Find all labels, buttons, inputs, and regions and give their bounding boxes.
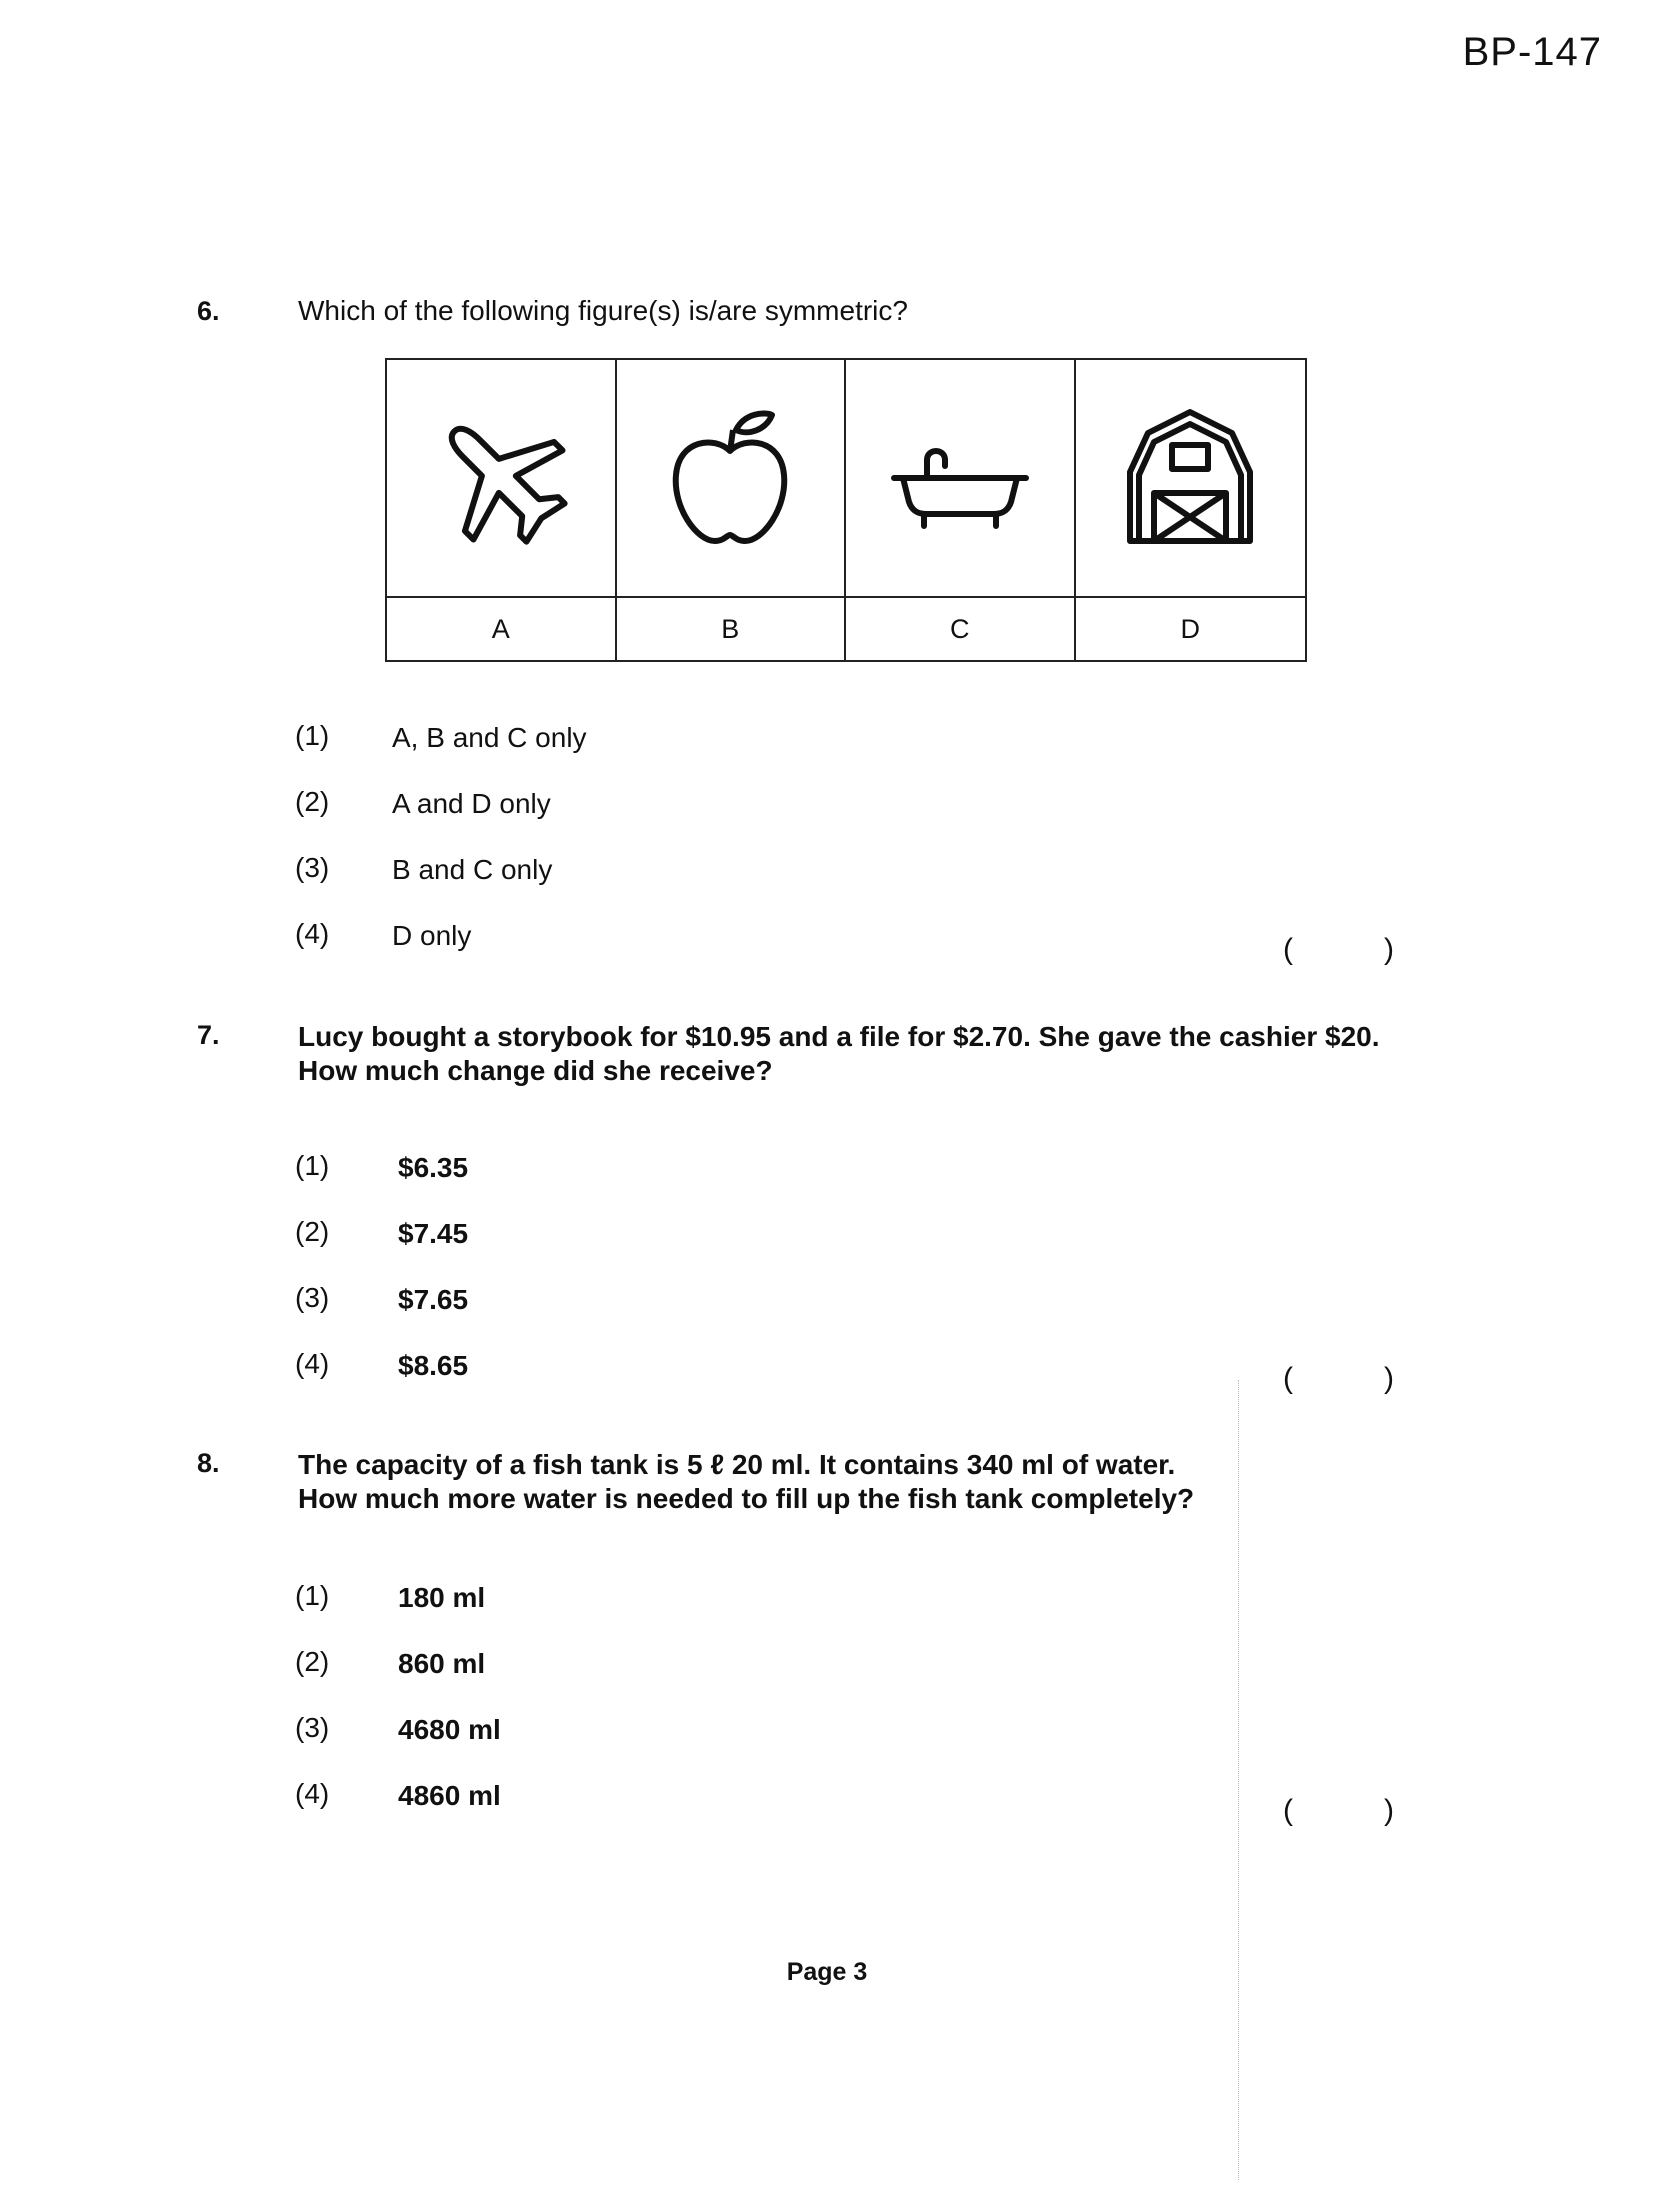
figure-label-d: D — [1180, 613, 1200, 644]
question-8-number: 8. — [197, 1448, 220, 1478]
q8-option-4-text: 4860 ml — [398, 1780, 501, 1811]
q6-option-2-number: (2) — [295, 786, 330, 817]
airplane-icon — [426, 403, 576, 553]
q8-option-3-number: (3) — [295, 1712, 330, 1743]
figure-label-b: B — [617, 598, 847, 660]
figure-d-cell — [1076, 360, 1306, 598]
q6-option-3-text: B and C only — [392, 854, 553, 885]
q6-answer-close-paren[interactable]: ) — [1384, 933, 1394, 966]
q8-option-1-number: (1) — [295, 1580, 330, 1611]
figure-b-cell — [617, 360, 847, 598]
q8-option-4-number: (4) — [295, 1778, 330, 1809]
question-7-line-2: How much change did she receive? — [298, 1055, 773, 1086]
figure-label-a: A — [387, 598, 617, 660]
q6-option-1-number: (1) — [295, 720, 330, 751]
paper-code: BP-147 — [1462, 30, 1602, 74]
q7-option-2-text: $7.45 — [398, 1218, 469, 1249]
q8-answer-open-paren[interactable]: ( — [1283, 1794, 1293, 1827]
q6-option-2-text: A and D only — [392, 788, 551, 819]
figure-a-cell — [387, 360, 617, 598]
q6-answer-open-paren[interactable]: ( — [1283, 933, 1293, 966]
apple-icon — [655, 403, 805, 553]
q8-option-2-text: 860 ml — [398, 1648, 486, 1679]
q8-option-3-text: 4680 ml — [398, 1714, 501, 1745]
margin-guide-line — [1238, 1380, 1239, 2180]
barn-icon — [1115, 403, 1265, 553]
q8-answer-close-paren[interactable]: ) — [1384, 1794, 1394, 1827]
bathtub-icon — [885, 403, 1035, 553]
q7-option-1-number: (1) — [295, 1150, 330, 1181]
q7-option-1-text: $6.35 — [398, 1152, 469, 1183]
q8-option-1-text: 180 ml — [398, 1582, 486, 1613]
q7-option-4-number: (4) — [295, 1348, 330, 1379]
question-6-text: Which of the following figure(s) is/are symmetric? — [298, 295, 908, 326]
q6-option-4-number: (4) — [295, 918, 330, 949]
question-8-line-2: How much more water is needed to fill up the fish tank completely? — [298, 1483, 1195, 1514]
q7-answer-close-paren[interactable]: ) — [1384, 1362, 1394, 1395]
page-number: Page 3 — [786, 1958, 868, 1986]
q7-option-3-number: (3) — [295, 1282, 330, 1313]
question-7-line-1: Lucy bought a storybook for $10.95 and a file for $2.70. She gave the cashier $20. — [298, 1021, 1380, 1052]
q6-option-3-number: (3) — [295, 852, 330, 883]
q6-option-4-text: D only — [392, 920, 472, 951]
q8-option-2-number: (2) — [295, 1646, 330, 1677]
figure-table — [385, 358, 1307, 662]
q6-option-1-text: A, B and C only — [392, 722, 587, 753]
question-7-number: 7. — [197, 1020, 220, 1050]
figure-c-cell — [846, 360, 1076, 598]
q7-answer-open-paren[interactable]: ( — [1283, 1362, 1293, 1395]
q7-option-2-number: (2) — [295, 1216, 330, 1247]
question-8-line-1: The capacity of a fish tank is 5 ℓ 20 ml. It contains 340 ml of water. — [298, 1449, 1176, 1480]
figure-label-c: C — [846, 598, 1076, 660]
q7-option-3-text: $7.65 — [398, 1284, 469, 1315]
question-6-number: 6. — [197, 296, 220, 326]
q7-option-4-text: $8.65 — [398, 1350, 469, 1381]
